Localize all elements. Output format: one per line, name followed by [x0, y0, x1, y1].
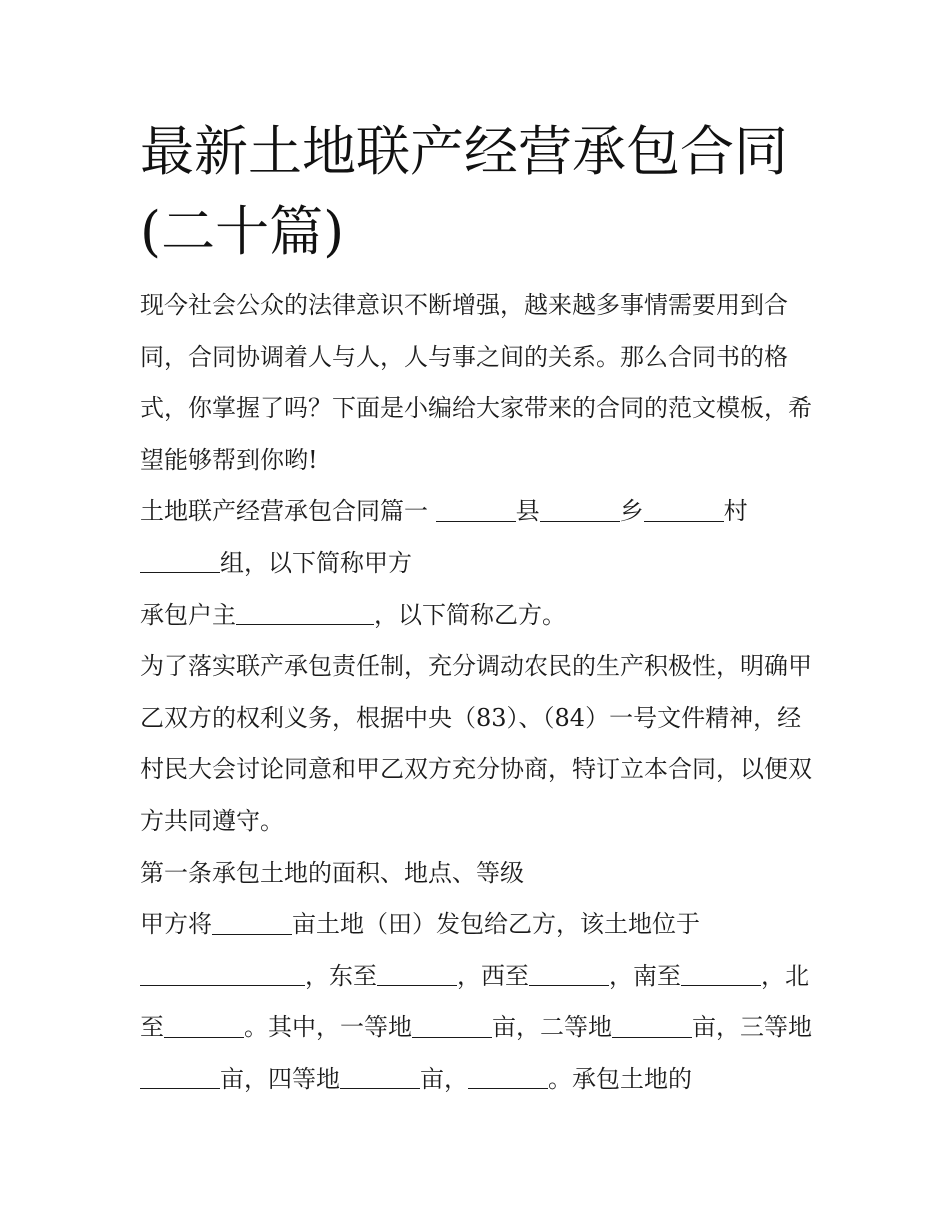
- party-b-tail: ，以下简称乙方。: [374, 600, 566, 629]
- householder-label: 承包户主: [140, 600, 236, 629]
- south-blank: [681, 961, 761, 986]
- mu-label-2: 亩，: [420, 1064, 468, 1093]
- grade-two-label: 亩，二等地: [492, 1013, 612, 1042]
- east-blank: [377, 961, 457, 986]
- east-label: ，东至: [305, 961, 377, 990]
- grade-one-label: 。其中，一等地: [244, 1013, 412, 1042]
- document-title: 最新土地联产经营承包合同(二十篇): [140, 120, 788, 263]
- party-b-paragraph: [140, 590, 820, 642]
- document-body: [140, 280, 820, 1106]
- grade-four-label: 亩，四等地: [220, 1064, 340, 1093]
- header-parties-paragraph: [140, 486, 820, 589]
- land-lead: 甲方将: [140, 910, 212, 939]
- householder-blank: [236, 600, 374, 625]
- paragraph-lead: 土地联产经营承包合同篇一: [140, 497, 436, 526]
- intro-paragraph: 现今社会公众的法律意识不断增强，越来越多事情需要用到合同，合同协调着人与人，人与事之间的关系。那么合同书的格式，你掌握了吗？下面是小编给大家带来的合同的范文模板，希望能够帮到你哟!: [140, 291, 812, 474]
- west-blank: [529, 961, 609, 986]
- south-label: ，南至: [609, 961, 681, 990]
- county-blank: [436, 497, 516, 522]
- north-blank: [164, 1013, 244, 1038]
- west-label: ，西至: [457, 961, 529, 990]
- group-label: 组，以下简称甲方: [220, 548, 412, 577]
- misc-blank: [468, 1064, 548, 1089]
- mu-label: 亩，: [692, 1013, 740, 1042]
- village-label: 村: [723, 497, 748, 526]
- village-blank: [644, 497, 724, 522]
- land-tail: 。承包土地的: [548, 1064, 692, 1093]
- group-blank: [140, 548, 220, 573]
- grade-four-blank: [340, 1064, 420, 1089]
- comma-text: ，: [761, 961, 785, 990]
- township-label: 乡: [619, 497, 644, 526]
- land-details-paragraph: [140, 899, 820, 1105]
- county-label: 县: [515, 497, 540, 526]
- grade-one-blank: [412, 1013, 492, 1038]
- area-blank: [212, 910, 292, 935]
- north-label: 北至: [140, 961, 809, 1042]
- land-location-text: 亩土地（田）发包给乙方，该土地位于: [292, 910, 700, 939]
- township-blank: [540, 497, 620, 522]
- grade-three-blank: [140, 1064, 220, 1089]
- article-one-heading: 第一条承包土地的面积、地点、等级: [140, 858, 524, 887]
- grade-three-label: 三等地: [740, 1013, 812, 1042]
- purpose-paragraph: 为了落实联产承包责任制，充分调动农民的生产积极性，明确甲乙双方的权利义务，根据中央（83）、（84）一号文件精神，经村民大会讨论同意和甲乙双方充分协商，特订立本合同，以便双方共同遵守。: [140, 652, 812, 835]
- location-blank: [140, 961, 305, 986]
- grade-two-blank: [612, 1013, 692, 1038]
